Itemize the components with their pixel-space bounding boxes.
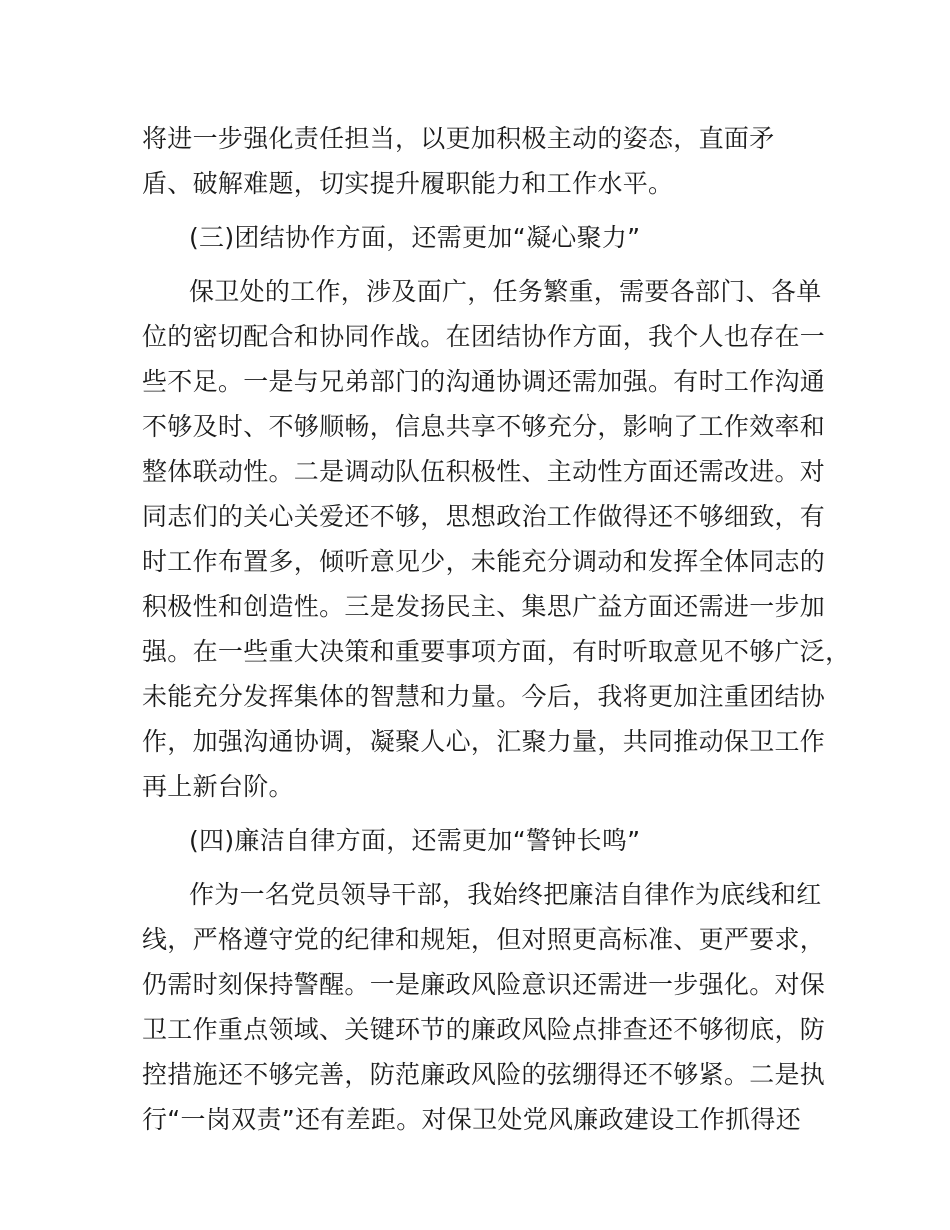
section-heading-3: (三)团结协作方面，还需更加“凝心聚力” bbox=[189, 223, 641, 252]
text-line: 盾、破解难题，切实提升履职能力和工作水平。 bbox=[142, 169, 674, 198]
text-line: 保卫处的工作，涉及面广，任务繁重，需要各部门、各单 bbox=[189, 277, 822, 306]
text-line: 作，加强沟通协调，凝聚人心，汇聚力量，共同推动保卫工作 bbox=[142, 727, 826, 756]
text-line: 位的密切配合和协同作战。在团结协作方面，我个人也存在一 bbox=[142, 322, 826, 351]
text-line: 整体联动性。二是调动队伍积极性、主动性方面还需改进。对 bbox=[142, 457, 826, 486]
text-line: 仍需时刻保持警醒。一是廉政风险意识还需进一步强化。对保 bbox=[142, 970, 826, 999]
text-line: 再上新台阶。 bbox=[142, 772, 294, 801]
text-line: 行“一岗双责”还有差距。对保卫处党风廉政建设工作抓得还 bbox=[142, 1105, 802, 1134]
text-line: 线，严格遵守党的纪律和规矩，但对照更高标准、更严要求， bbox=[142, 925, 826, 954]
text-line: 不够及时、不够顺畅，信息共享不够充分，影响了工作效率和 bbox=[142, 412, 826, 441]
section-heading-4: (四)廉洁自律方面，还需更加“警钟长鸣” bbox=[189, 826, 641, 855]
text-line: 将进一步强化责任担当，以更加积极主动的姿态，直面矛 bbox=[142, 124, 775, 153]
text-line: 未能充分发挥集体的智慧和力量。今后，我将更加注重团结协 bbox=[142, 682, 826, 711]
text-line: 作为一名党员领导干部，我始终把廉洁自律作为底线和红 bbox=[189, 880, 822, 909]
document-body bbox=[142, 116, 851, 1142]
text-line: 时工作布置多，倾听意见少，未能充分调动和发挥全体同志的 bbox=[142, 547, 826, 576]
text-line: 积极性和创造性。三是发扬民主、集思广益方面还需进一步加 bbox=[142, 592, 826, 621]
text-line: 同志们的关心关爱还不够，思想政治工作做得还不够细致，有 bbox=[142, 502, 826, 531]
text-line: 强。在一些重大决策和重要事项方面，有时听取意见不够广泛， bbox=[142, 637, 851, 666]
text-line: 卫工作重点领域、关键环节的廉政风险点排查还不够彻底，防 bbox=[142, 1015, 826, 1044]
text-line: 些不足。一是与兄弟部门的沟通协调还需加强。有时工作沟通 bbox=[142, 367, 826, 396]
text-line: 控措施还不够完善，防范廉政风险的弦绷得还不够紧。二是执 bbox=[142, 1060, 826, 1089]
